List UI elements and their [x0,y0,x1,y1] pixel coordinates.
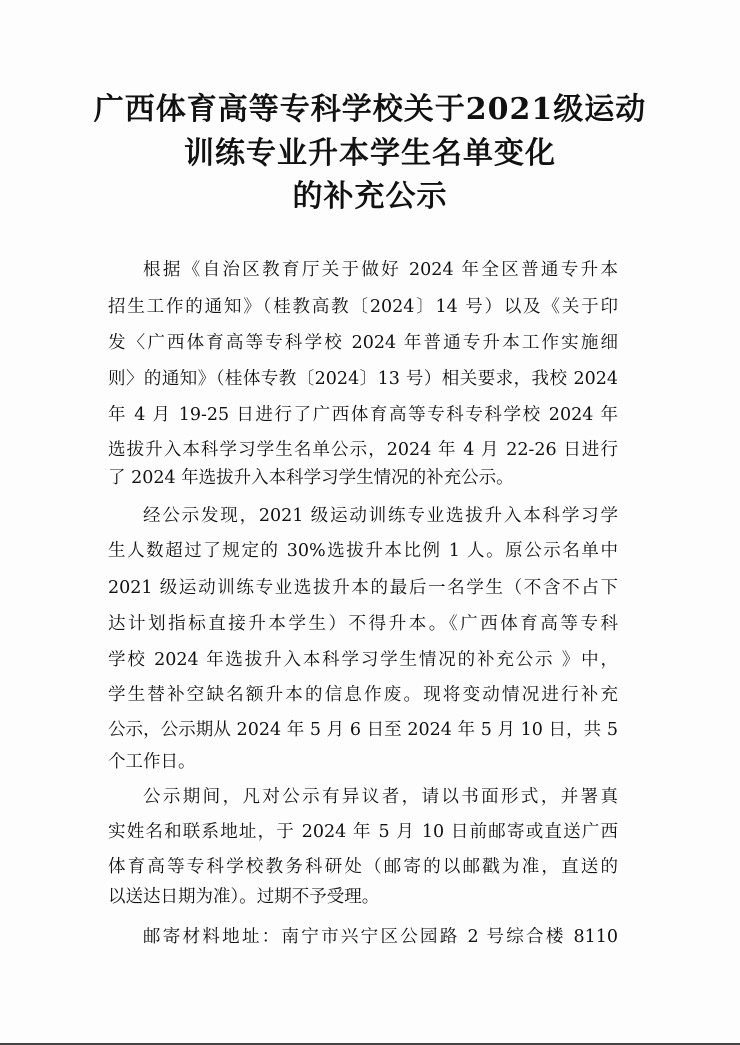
paragraph-4-line: 邮寄材料地址：南宁市兴宁区公园路 2 号综合楼 8110 [143,927,618,947]
paragraph-3-line: 以送达日期为准）。过期不予受理。 [108,887,380,907]
paragraph-1-line: 则〉的通知》（桂体专教〔2024〕13 号）相关要求，我校 2024 [108,369,618,389]
paragraph-1-line: 根据《自治区教育厅关于做好 2024 年全区普通专升本 [143,260,618,280]
paragraph-2-line: 2021 级运动训练专业选拔升本的最后一名学生（不含不占下 [108,578,618,598]
paragraph-1-line: 招生工作的通知》（桂教高教〔2024〕14 号）以及《关于印 [108,297,618,317]
paragraph-2-line: 个工作日。 [108,752,196,772]
paragraph-2-line: 生人数超过了规定的 30%选拔升本比例 1 人。原公示名单中 [108,541,618,561]
document-title-line-2: 训练专业升本学生名单变化 [184,136,556,171]
paragraph-2-line: 学校 2024 年选拔升入本科学习学生情况的补充公示 》中， [108,650,618,670]
paragraph-1-line: 了 2024 年选拔升入本科学习学生情况的补充公示。 [108,468,514,488]
paragraph-2-line: 达计划指标直接升本学生）不得升本。《广西体育高等专科 [108,614,618,634]
paragraph-1-line: 选拔升入本科学习学生名单公示，2024 年 4 月 22-26 日进行 [108,440,618,460]
paragraph-2-line: 经公示发现，2021 级运动训练专业选拔升入本科学习学 [143,506,618,526]
paragraph-2-line: 学生替补空缺名额升本的信息作废。现将变动情况进行补充 [108,685,618,705]
paragraph-2-line: 公示，公示期从 2024 年 5 月 6 日至 2024 年 5 月 10 日，共 5 [108,720,618,740]
document-title-line-3: 的补充公示 [292,179,448,214]
paragraph-1-line: 发〈广西体育高等专科学校 2024 年普通专升本工作实施细 [108,333,618,353]
paragraph-3-line: 体育高等专科学校教务科研处（邮寄的以邮戳为准，直送的 [108,857,618,877]
paragraph-3-line: 实姓名和联系地址，于 2024 年 5 月 10 日前邮寄或直送广西 [108,822,618,842]
document-title-line-1: 广西体育高等专科学校关于2021级运动 [93,92,647,127]
paragraph-3-line: 公示期间，凡对公示有异议者，请以书面形式，并署真 [143,787,618,807]
paragraph-1-line: 年 4 月 19-25 日进行了广西体育高等专科专科学校 2024 年 [108,405,618,425]
